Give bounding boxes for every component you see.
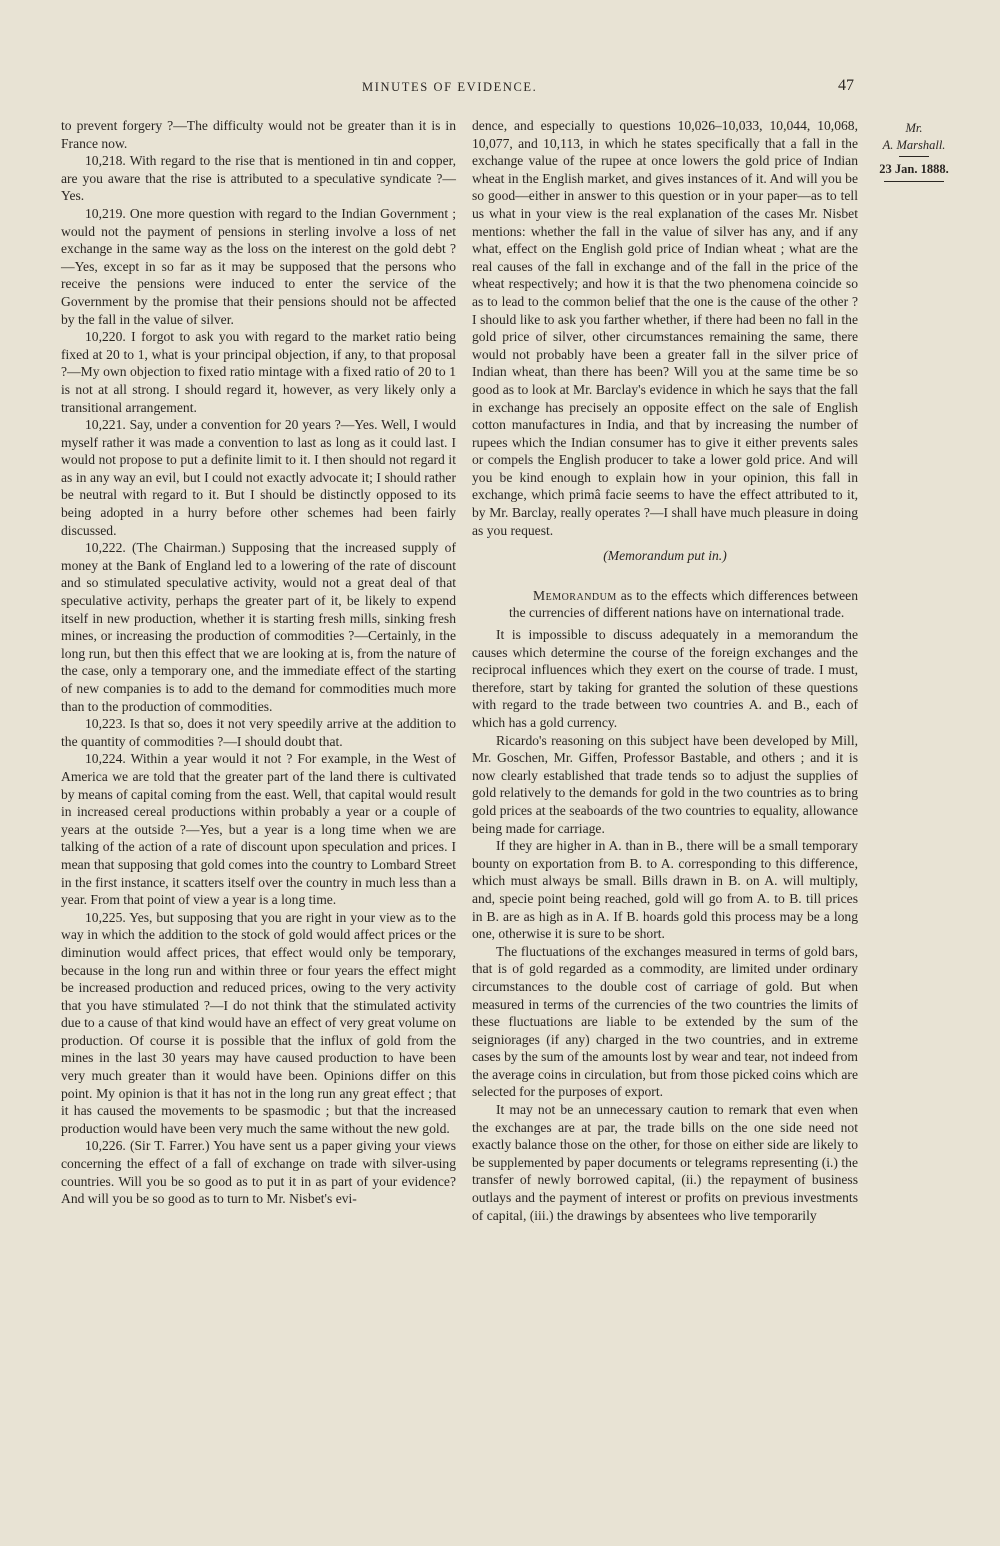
witness-title: Mr.: [905, 121, 923, 135]
margin-rule: [899, 156, 929, 157]
question-10218: 10,218. With regard to the rise that is mentioned in tin and copper, are you aware that the rise is attributed to a speculative syndicate ?—Yes.: [61, 153, 456, 204]
memorandum-heading-text: as to the effects which differences between the currencies of different nations have on international trade.: [509, 587, 858, 621]
right-column: [472, 117, 858, 1224]
question-10226: 10,226. (Sir T. Farrer.) You have sent us a paper giving your views concerning the effect of a fall of exchange on trade with silver-using countries. Will you be so good as to put it in as part of your evidence? And will you be so good as to turn to Mr. Nisbet's evi-: [61, 1138, 456, 1207]
margin-rule-long: [884, 181, 944, 182]
running-head: MINUTES OF EVIDENCE.: [362, 80, 538, 94]
question-10226-continued: dence, and especially to questions 10,026–10,033, 10,044, 10,068, 10,077, and 10,113, in which he states specifically that a fall in the exchange value of the rupee at once lowers the gold price of Indian wheat in the English market, and gives instances of it. And will you be so good—either in answer to this question or in your paper—as to tell us what in your view is the real explanation of the cases Mr. Nisbet mentions: whether the fall in the value of silver has any, and if any what, effect on the English gold price of Indian wheat ; what are the real causes of the fall in exchange and of the fall in the price of the wheat respectively; and how it is that the two phenomena coincide so as to lead to the common belief that the one is the cause of the other ? I should like to ask you farther whether, if there had been no fall in the gold price of silver, other circumstances remaining the same, there would not probably have been a greater fall in the silver price of Indian wheat, than there has been? Will you at the same time be so good as to look at Mr. Barclay's evidence in which he says that the fall in exchange has precisely an opposite effect on the sale of English cotton manufactures in India, and that by increasing the number of rupees which the Indian consumer has to give it either prevents sales or compels the English producer to take a lower gold price. And will you be kind enough to explain how in your opinion, this fall in exchange, which primâ facie seems to have the effect attributed to it, by Mr. Barclay, really operates ?—I shall have much pleasure in doing as you request.: [472, 118, 858, 538]
question-10224: 10,224. Within a year would it not ? For example, in the West of America we are told that the greater part of the land there is cultivated by means of capital coming from the east. Well, that capital would result in increased cereal productions within probably a year or a couple of years at the outside ?—Yes, but a year is a long time when we are talking of the action of a rate of discount upon speculation and prices. I mean that supposing that gold comes into the country to Lombard Street in the first instance, it scatters itself over the country in much less than a year. From that point of view a year is a long time.: [61, 751, 456, 908]
memorandum-heading-word: Memorandum: [533, 587, 617, 603]
question-10220: 10,220. I forgot to ask you with regard to the market ratio being fixed at 20 to 1, what is your principal objection, if any, to that proposal ?—My own objection to fixed ratio mintage with a fixed ratio of 20 to 1 is not at all strong. I should regard it, however, as very likely only a transitional arrangement.: [61, 329, 456, 415]
page-number: 47: [838, 77, 854, 94]
memo-paragraph: The fluctuations of the exchanges measured in terms of gold bars, that is of gold regarded as a commodity, are limited under ordinary circumstances to the double cost of carriage of gold. But when measured in terms of the currencies of the two countries the limits of these fluctuations are liable to be extended by the sum of the seigniorages (if any) charged in the two countries, and in extreme cases by the sum of the amounts lost by wear and tear, not indeed from the average coins in circulation, but from those picked coins which are selected for the purposes of export.: [472, 943, 858, 1100]
question-10222: 10,222. (The Chairman.) Supposing that the increased supply of money at the Bank of England led to a lowering of the rate of discount and so stimulated speculative activity, would not a great deal of that speculative activity, perhaps the greater part of it, be likely to expend itself in new production, whether it is starting fresh mills, sinking fresh mines, or increasing the production of commodities ?—Certainly, in the long run, but then this effect that we are looking at is, from the nature of the case, only a temporary one, and the immediate effect of the starting of new companies is to add to the demand for commodities much more than to the production of commodities.: [61, 540, 456, 714]
question-10223: 10,223. Is that so, does it not very speedily arrive at the addition to the quantity of commodities ?—I should doubt that.: [61, 716, 456, 749]
witness-margin-note: [866, 120, 962, 182]
evidence-date: 23 Jan. 1888.: [879, 162, 949, 176]
memo-paragraph: If they are higher in A. than in B., there will be a small temporary bounty on exportation from B. to A. corresponding to this difference, which must always be small. Bills drawn in B. on A. will multiply, and, specie point being reached, gold will go from A. to B. till prices in B. are as high as in A. If B. hoards gold this process may be a long one, otherwise it is sure to be short.: [472, 838, 858, 942]
question-10221: 10,221. Say, under a convention for 20 years ?—Yes. Well, I would myself rather it was made a convention to last as long as it could last. I would not propose to put a definite limit to it. I then should not regard it as in any way an evil, but I could not exactly advocate it; I should rather be neutral with regard to it. But I should be distinctly opposed to its being adopted in a hurry before other schemes had been fairly discussed.: [61, 417, 456, 538]
left-column: [61, 117, 456, 1208]
memorandum-heading: [472, 587, 858, 622]
paragraph: to prevent forgery ?—The difficulty would not be greater than it is in France now.: [61, 118, 456, 151]
memo-paragraph: It may not be an unnecessary caution to remark that even when the exchanges are at par, the trade bills on the one side need not exactly balance those on the other, for those on either side are likely to be supplemented by paper documents or telegrams representing (i.) the transfer of newly borrowed capital, (ii.) the repayment of business outlays and the payment of interest or profits on previous investments of capital, (iii.) the drawings by absentees who live temporarily: [472, 1102, 858, 1223]
memo-paragraph: It is impossible to discuss adequately in a memorandum the causes which determine the course of the foreign exchanges and the reciprocal influences which they exert on the course of trade. I must, therefore, start by taking for granted the solution of these questions with regard to the trade between two countries A. and B., each of which has a gold currency.: [472, 627, 858, 730]
question-10219: 10,219. One more question with regard to the Indian Government ; would not the payment of pensions in sterling involve a loss of net exchange in the same way as the loss on the interest on the gold debt ?—Yes, except in so far as it may be supposed that the persons who receive the pensions were induced to enter the service of the Government by the promise that their pensions should not be affected by the fall in the value of silver.: [61, 205, 456, 327]
witness-name: A. Marshall.: [882, 138, 946, 152]
memo-paragraph: Ricardo's reasoning on this subject have been developed by Mill, Mr. Goschen, Mr. Giffen, Professor Bastable, and others ; and it is now clearly established that trade tends so to adjust the supplies of gold relatively to the demands for gold in the two countries as to bring gold prices at the seaboards of the two countries to equality, allowance being made for carriage.: [472, 732, 858, 836]
memorandum-put-in: (Memorandum put in.): [603, 548, 727, 564]
question-10225: 10,225. Yes, but supposing that you are right in your view as to the way in which the addition to the stock of gold would affect prices or the diminution would affect prices, that effect would only be temporary, because in the long run and within three or four years the effect might be increased production and reduced prices, owing to the very activity that you have stimulated ?—I do not think that the stimulated activity due to a cause of that kind would have an effect of very great volume on production. Of course it is possible that the influx of gold from the mines in the last 30 years may have caused production to have been very much greater than it would have been. Opinions differ on this point. My opinion is that it has not in the long run any great effect ; that it has caused the movements to be spasmodic ; but that the increased production would have been very much the same without the new gold.: [61, 909, 456, 1136]
page-header: [0, 77, 1000, 100]
